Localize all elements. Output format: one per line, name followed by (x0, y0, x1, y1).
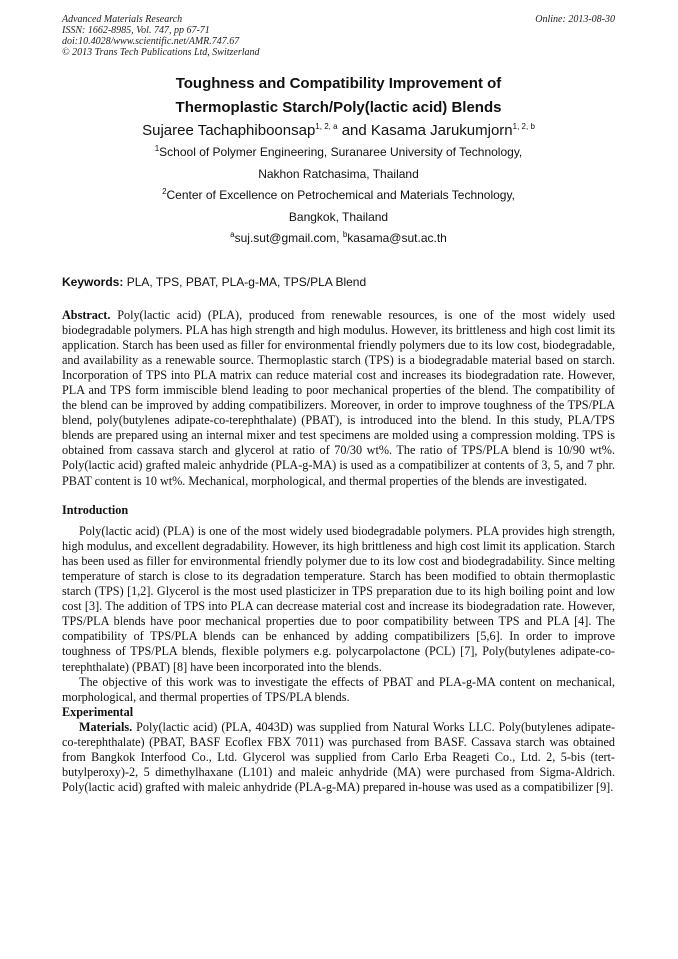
email-a: suj.sut@gmail.com, (234, 231, 343, 245)
affiliation-1-line-2: Nakhon Ratchasima, Thailand (258, 166, 419, 181)
doi-line: doi:10.4028/www.scientific.net/AMR.747.67 (62, 36, 240, 47)
issn-line: ISSN: 1662-8985, Vol. 747, pp 67-71 (62, 25, 210, 36)
keywords-label: Keywords: (62, 274, 124, 289)
materials-label: Materials. (79, 719, 133, 734)
title-line-1: Toughness and Compatibility Improvement of (175, 75, 502, 92)
email-a-marker: a (230, 230, 235, 239)
author-2: Kasama Jarukumjorn (370, 122, 513, 139)
affiliation-2-text: Center of Excellence on Petrochemical and Materials Technology, (166, 188, 515, 202)
paper-page (62, 14, 615, 795)
introduction-heading: Introduction (62, 502, 129, 517)
affiliations (62, 142, 615, 250)
abstract (62, 308, 615, 489)
affiliation-1-line-1 (62, 142, 615, 164)
email-line (62, 228, 615, 250)
author-conjunction: and (337, 122, 371, 139)
author-list (62, 120, 615, 142)
author-1: Sujaree Tachaphiboonsap (142, 122, 316, 139)
author-1-affiliation-marker: 1, 2, a (315, 122, 338, 131)
keywords (62, 274, 615, 290)
materials-paragraph (62, 720, 615, 795)
author-2-affiliation-marker: 1, 2, b (512, 122, 535, 131)
affiliation-2-line-2: Bangkok, Thailand (288, 209, 389, 224)
keywords-text: PLA, TPS, PBAT, PLA-g-MA, TPS/PLA Blend (123, 274, 367, 289)
materials-text: Poly(lactic acid) (PLA, 4043D) was supplied from Natural Works LLC. Poly(butylenes adipate-co-terephthalate) (PBAT, BASF Ecoflex FBX 7011) was purchased from BASF. Cassava starch was obtained from Bangkok Interfood Co., Ltd. Glycerol was supplied from Carlo Erba Reageti Co., Ltd. 2, 5-bis (tert-butylperoxy)-2, 5 dimethylhaxane (L101) and maleic anhydride (MA) were purchased from Sigma-Aldrich. Poly(lactic acid) grafted with maleic anhydride (PLA-g-MA) prepared in-house was used as a compatibilizer [9]. (62, 719, 615, 795)
title-line-2: Thermoplastic Starch/Poly(lactic acid) Blends (175, 99, 502, 116)
affiliation-1-text: School of Polymer Engineering, Suranaree University of Technology, (159, 145, 523, 159)
journal-name: Advanced Materials Research (62, 14, 183, 25)
journal-header (62, 14, 615, 58)
affiliation-1-marker: 1 (154, 144, 160, 153)
affiliation-2-line-1 (62, 185, 615, 207)
email-b: kasama@sut.ac.th (347, 231, 447, 245)
email-b-marker: b (342, 230, 348, 239)
experimental-heading: Experimental (62, 704, 134, 719)
affiliation-2-marker: 2 (162, 187, 167, 196)
paper-title (62, 72, 615, 120)
introduction-paragraph-1: Poly(lactic acid) (PLA) is one of the most widely used biodegradable polymers. PLA provides high strength, high modulus, and excellent degradability. However, its high brittleness and high cost limit its application. Starch has been used as filler for environmental friendly polymer due to its low cost and biodegradability. Since melting temperature of starch is close to its degradation temperature. Starch has been modified to obtain thermoplastic starch (TPS) [1,2]. Glycerol is the most used plasticizer in TPS preparation due to its high boiling point and low cost [3]. The addition of TPS into PLA can decrease material cost and increase its biodegradation rate. However, TPS/PLA blends have poor mechanical properties due to poor compatibility between TPS and PLA [4]. The compatibility of TPS/PLA blends can be enhanced by adding compatibilizers [5,6]. In order to improve toughness of TPS/PLA blends, flexible polymers e.g. polycarpolactone (PCL) [7], Poly(butylenes adipate-co-terephthalate) (PBAT) [8] have been incorporated into the blends. (62, 523, 615, 674)
introduction-paragraph-2: The objective of this work was to investigate the effects of PBAT and PLA-g-MA content on mechanical, morphological, and thermal properties of TPS/PLA blends. (62, 674, 615, 704)
online-date: Online: 2013-08-30 (535, 14, 615, 25)
abstract-text: Poly(lactic acid) (PLA), produced from renewable resources, is one of the most widely used biodegradable polymers. PLA has high strength and high modulus. However, its brittleness and high cost limit its application. Starch has been used as filler for environmental friendly polymers due to its low cost, biodegradable, and availability as a renewable source. Thermoplastic starch (TPS) is a biodegradable material based on starch. Incorporation of TPS into PLA matrix can reduce material cost and increases its biodegradation rate. However, PLA and TPS form immiscible blend leading to poor mechanical properties of the blend. The compatibility of the blend can be improved by adding compatibilizers. Moreover, in order to improve toughness of the TPS/PLA blend, poly(butylenes adipate-co-terephthalate) (PBAT), is introduced into the blend. In this study, PLA/TPS blends are prepared using an internal mixer and test specimens are molded using a compression molding. TPS is obtained from cassava starch and glycerol at ratio of 70/30 wt%. The ratio of TPS/PLA blend is 10/90 wt%. Poly(lactic acid) grafted maleic anhydride (PLA-g-MA) is used as a compatibilizer at contents of 3, 5, and 7 phr. PBAT content is 10 wt%. Mechanical, morphological, and thermal properties of the blends are investigated. (62, 307, 615, 488)
copyright-line: © 2013 Trans Tech Publications Ltd, Switzerland (62, 47, 260, 58)
abstract-label: Abstract. (62, 307, 111, 322)
